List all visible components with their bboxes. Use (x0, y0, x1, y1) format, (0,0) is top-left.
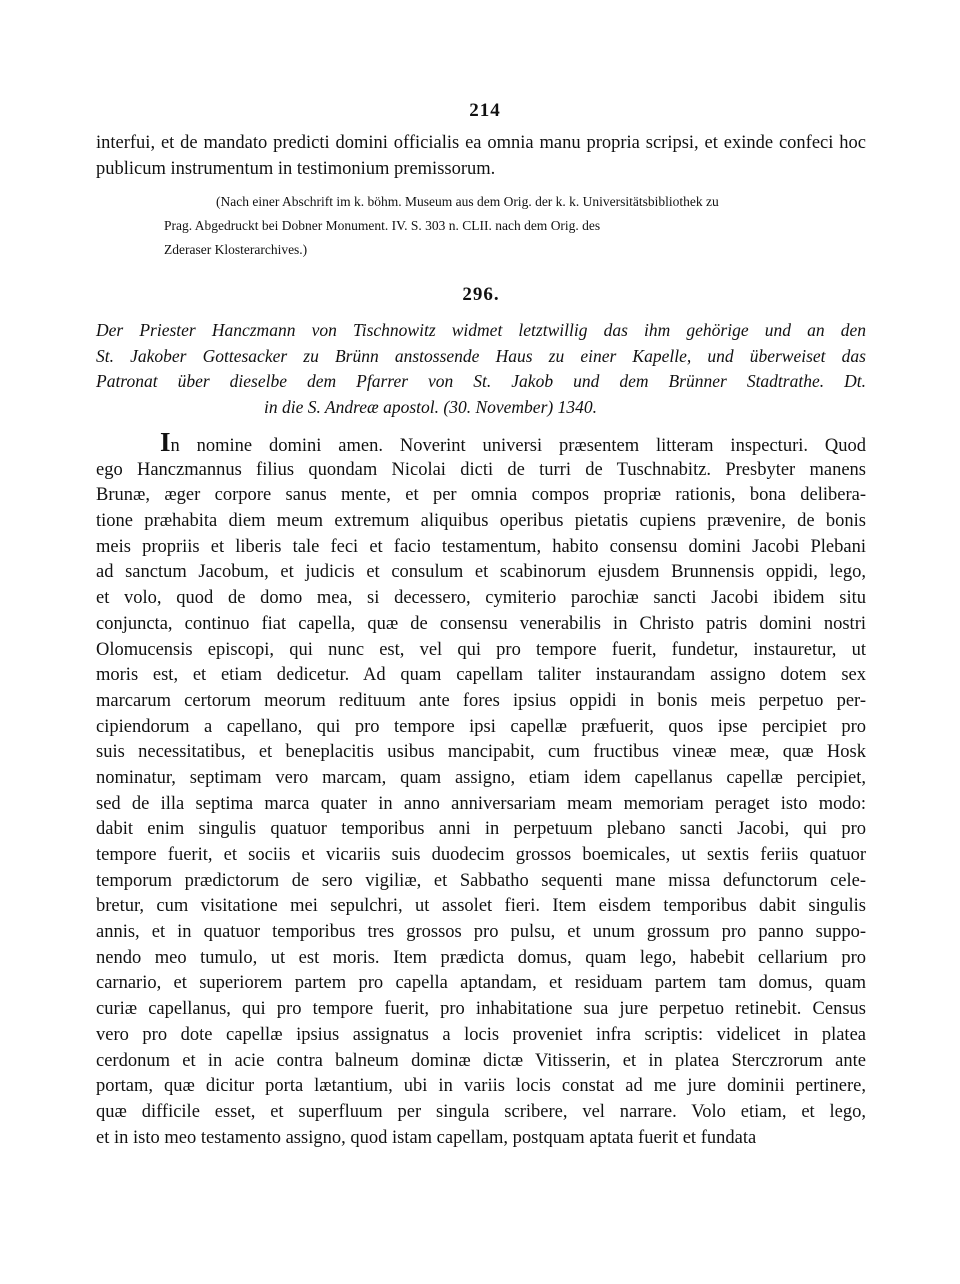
body-line: meis propriis et liberis tale feci et facio testamentum, habito consensu domini Jacobi Plebani (96, 536, 866, 557)
body-line: ad sanctum Jacobum, et judicis et consulum et scabinorum ejusdem Brunnensis oppidi, lego, (96, 562, 866, 583)
body-line: vero pro dote capellæ ipsius assignatus a locis proveniet infra scriptis: videlicet in platea (96, 1024, 866, 1045)
body-line: tione præhabita diem meum extremum aliquibus operibus pietatis cupiens prævenire, de bonis (96, 511, 866, 532)
regest-line: St. Jakober Gottesacker zu Brünn anstossende Haus zu einer Kapelle, und überweiset das (96, 345, 866, 366)
body-line: conjuncta, continuo fiat capella, quæ de consensu venerabilis in Christo patris domini nostri (96, 613, 866, 634)
body-line: Brunæ, æger corpore sanus mente, et per omnia compos propriæ rationis, bona delibera- (96, 485, 866, 506)
body-line: temporum prædictorum de sero vigiliæ, et Sabbatho sequenti mane missa defunctorum cele- (96, 870, 866, 891)
body-line: carnario, et superiorem partem pro capella aptandam, et residuam partem tam domus, quam (96, 973, 866, 994)
document-body (96, 427, 866, 1151)
regest-line: Der Priester Hanczmann von Tischnowitz widmet letztwillig das ihm gehörige und an den (96, 320, 866, 340)
body-first-line (96, 427, 866, 458)
body-line: quæ difficile esset, et superfluum per singula scribere, vel narrare. Volo etiam, et lego, (96, 1101, 866, 1122)
body-line: Olomucensis episcopi, qui nunc est, vel qui pro tempore fuerit, fundetur, instauretur, ut (96, 639, 866, 660)
body-line: nominatur, septimam vero marcam, quam assigno, etiam idem capellanus capellæ percipiet, (96, 767, 866, 788)
source-note (164, 190, 866, 262)
body-line: marcarum certorum meorum redituum ante fores ipsius oppidi in bonis meis perpetuo per- (96, 690, 866, 711)
intro-text: interfui, et de mandato predicti domini officialis ea omnia manu propria scripsi, et exinde confeci hoc publicum instrumentum in testimonium premissorum. (96, 133, 866, 179)
body-line: cipiendorum a capellano, qui pro tempore ipsi capellæ præfuerit, quos ipse percipiet pro (96, 716, 866, 737)
body-line: et in isto meo testamento assigno, quod istam capellam, postquam aptata fuerit et fundata (96, 1127, 757, 1148)
body-first-line-text: n nomine domini amen. Noverint universi præsentem litteram inspecturi. Quod (170, 436, 866, 456)
body-line: annis, et in quatuor temporibus tres grossos pro pulsu, et unum grossum pro panno suppo- (96, 922, 866, 943)
body-line: suis necessitatibus, et beneplacitis usibus mancipabit, cum fructibus vineæ meæ, quæ Hosk (96, 742, 866, 763)
regest-line: in die S. Andreæ apostol. (30. November) 1340. (264, 396, 597, 417)
body-line: dabit enim singulis quatuor temporibus anni in perpetuum plebano sancti Jacobi, qui pro (96, 819, 866, 840)
initial-letter: I (160, 427, 171, 457)
source-note-line: Zderaser Klosterarchives.) (164, 242, 308, 257)
document-number: 296. (462, 284, 500, 305)
body-line: cerdonum et in acie contra balneum dominæ dictæ Vitisserin, et in platea Sterczrorum ante (96, 1050, 866, 1071)
page-number: 214 (469, 100, 501, 121)
body-line: moris est, et etiam dedicetur. Ad quam capellam taliter instaurandam assigno dotem sex (96, 665, 866, 686)
body-line: tempore fuerit, et sociis et vicariis suis duodecim grossos boemicales, ut sextis feriis quatuor (96, 845, 866, 865)
body-line: sed de illa septima marca quater in anno anniversariam meam memoriam peraget isto modo: (96, 793, 866, 814)
intro-paragraph (96, 130, 866, 182)
body-line: nendo meo tumulo, ut est moris. Item prædicta domus, quam lego, habebit cellarium pro (96, 947, 866, 968)
body-line: bretur, cum visitatione mei sepulchri, ut assolet fieri. Item eisdem temporibus dabit singulis (96, 896, 866, 917)
body-line: portam, quæ dicitur porta lætantium, ubi in variis locis constat ad me jure dominii pertinere, (96, 1076, 866, 1097)
body-line: et volo, quod de domo mea, si decessero, cymiterio parochiæ sancti Jacobi ibidem situ (96, 588, 866, 609)
body-line: ego Hanczmannus filius quondam Nicolai dicti de turri de Tuschnabitz. Presbyter manens (96, 459, 866, 480)
source-note-line: (Nach einer Abschrift im k. böhm. Museum aus dem Orig. der k. k. Universitätsbibliothek zu (216, 194, 719, 209)
body-line: curiæ capellanus, qui pro tempore fuerit, pro inhabitatione sua jure perpetuo retinebit. Census (96, 999, 866, 1020)
source-note-line: Prag. Abgedruckt bei Dobner Monument. IV. S. 303 n. CLII. nach dem Orig. des (164, 218, 601, 233)
regest-line: Patronat über dieselbe dem Pfarrer von St. Jakob und dem Brünner Stadtrathe. Dt. (96, 371, 866, 391)
page (96, 100, 866, 1151)
regest-heading (96, 318, 866, 420)
